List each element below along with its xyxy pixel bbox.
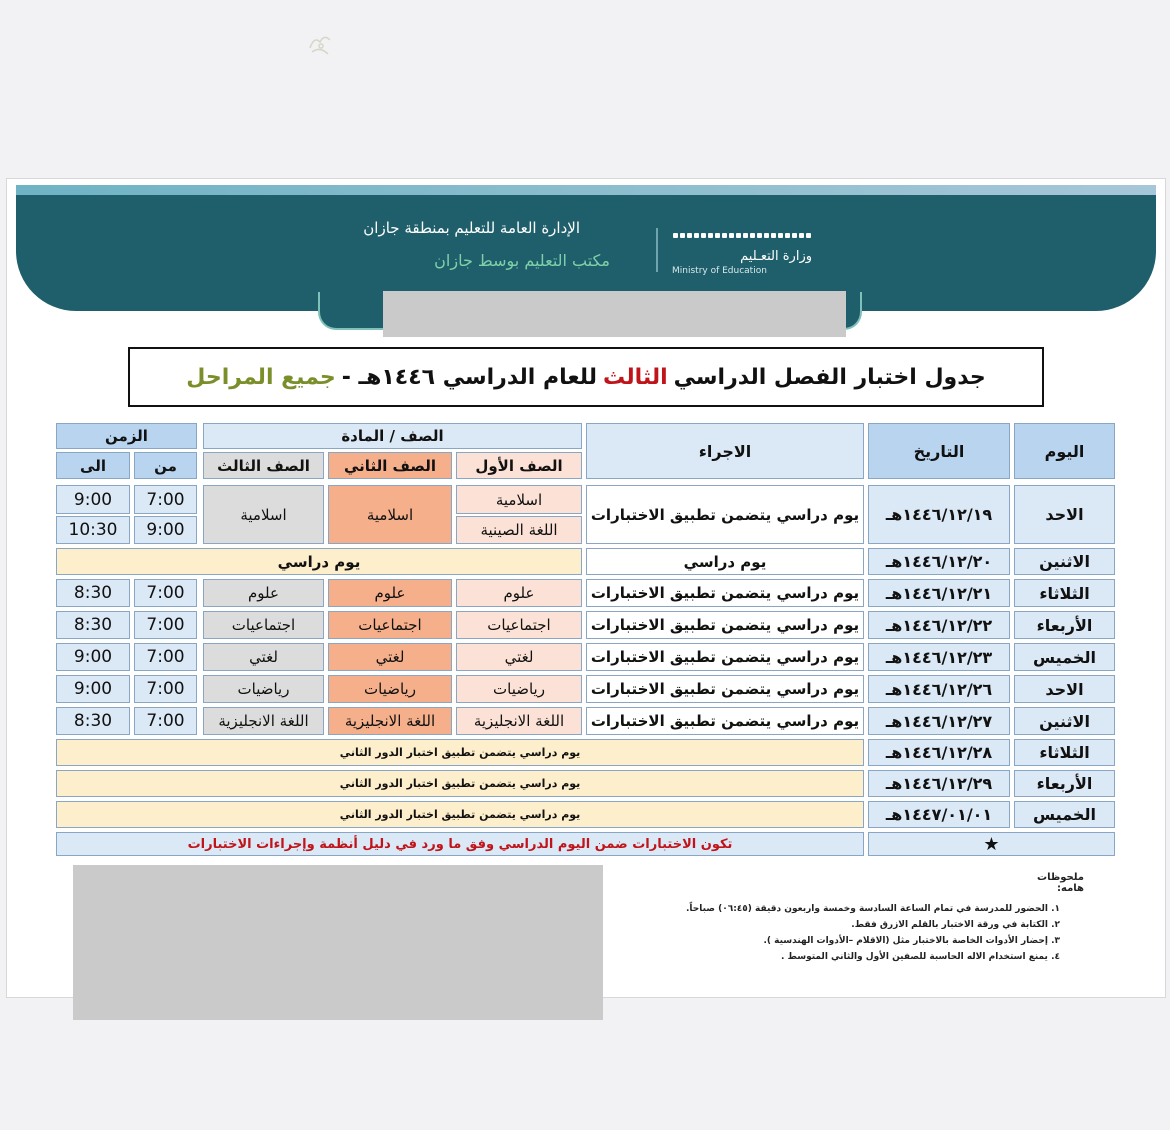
note-item: ٤. يمنع استخدام الاله الحاسبة للصفين الأول والثاني المتوسط .: [781, 952, 1060, 962]
ministry-logo-icon: [672, 224, 812, 246]
row-grade3: اجتماعيات: [203, 611, 324, 639]
row-day: الأربعاء: [1014, 611, 1115, 639]
row-grade3: علوم: [203, 579, 324, 607]
row-to: 8:30: [56, 611, 130, 639]
row2-date: ١٤٤٦/١٢/٢٠هـ: [868, 548, 1010, 575]
second-round-date: ١٤٤٦/١٢/٢٨هـ: [868, 739, 1010, 766]
header-to: الى: [56, 452, 130, 479]
header-procedure: الاجراء: [586, 423, 864, 479]
row-date: ١٤٤٦/١٢/٢٦هـ: [868, 675, 1010, 703]
second-round-text: يوم دراسي يتضمن تطبيق اختبار الدور الثاني: [56, 770, 864, 797]
row2-span: يوم دراسي: [56, 548, 582, 575]
note-item: ١. الحضور للمدرسة في تمام الساعة السادسة وخمسة واربعون دقيقة (٠٦:٤٥) صباحاً.: [685, 904, 1060, 914]
schedule-title-box: [128, 347, 1044, 407]
row1-day: الاحد: [1014, 485, 1115, 544]
header-from: من: [134, 452, 197, 479]
row2-procedure: يوم دراسي: [586, 548, 864, 575]
redacted-area-top: [383, 291, 846, 337]
header-grade2: الصف الثاني: [328, 452, 452, 479]
row-procedure: يوم دراسي يتضمن تطبيق الاختبارات: [586, 675, 864, 703]
row-grade2: اللغة الانجليزية: [328, 707, 452, 735]
row2-day: الاثنين: [1014, 548, 1115, 575]
ministry-name-ar: وزارة التعـليم: [740, 249, 812, 264]
schedule-title: [130, 349, 1042, 405]
admin-line: الإدارة العامة للتعليم بمنطقة جازان: [363, 219, 580, 237]
row-procedure: يوم دراسي يتضمن تطبيق الاختبارات: [586, 611, 864, 639]
note-item: ٢. الكتابة في ورقة الاختبار بالقلم الازرق فقط.: [851, 920, 1060, 930]
banner-divider: [656, 228, 658, 272]
second-round-date: ١٤٤٧/٠١/٠١هـ: [868, 801, 1010, 828]
row1-to-a: 9:00: [56, 485, 130, 514]
second-round-date: ١٤٤٦/١٢/٢٩هـ: [868, 770, 1010, 797]
row-day: الاثنين: [1014, 707, 1115, 735]
note-item: ٣. إحضار الأدوات الخاصة بالاختبار مثل (الاقلام –الأدوات الهندسية ).: [763, 936, 1060, 946]
row1-to-b: 10:30: [56, 516, 130, 544]
row-to: 8:30: [56, 579, 130, 607]
row-grade1: اللغة الانجليزية: [456, 707, 582, 735]
second-round-day: الأربعاء: [1014, 770, 1115, 797]
footer-note: تكون الاختبارات ضمن اليوم الدراسي وفق ما ورد في دليل أنظمة وإجراءات الاختبارات: [56, 832, 864, 856]
row1-grade2: اسلامية: [328, 485, 452, 544]
row-grade2: لغتي: [328, 643, 452, 671]
row-day: الخميس: [1014, 643, 1115, 671]
header-grade-subject: الصف / المادة: [203, 423, 582, 449]
row1-procedure: يوم دراسي يتضمن تطبيق الاختبارات: [586, 485, 864, 544]
row-procedure: يوم دراسي يتضمن تطبيق الاختبارات: [586, 707, 864, 735]
header-day: اليوم: [1014, 423, 1115, 479]
second-round-day: الخميس: [1014, 801, 1115, 828]
row1-grade3: اسلامية: [203, 485, 324, 544]
row-day: الاحد: [1014, 675, 1115, 703]
row-day: الثلاثاء: [1014, 579, 1115, 607]
redacted-area-bottom: [73, 865, 603, 1020]
row-grade3: رياضيات: [203, 675, 324, 703]
header-time: الزمن: [56, 423, 197, 449]
row-from: 7:00: [134, 643, 197, 671]
row-grade1: لغتي: [456, 643, 582, 671]
ministry-name-en: Ministry of Education: [672, 266, 767, 276]
row1-date: ١٤٤٦/١٢/١٩هـ: [868, 485, 1010, 544]
row1-from-a: 7:00: [134, 485, 197, 514]
row1-grade1-a: اسلامية: [456, 485, 582, 514]
second-round-text: يوم دراسي يتضمن تطبيق اختبار الدور الثاني: [56, 801, 864, 828]
office-line: مكتب التعليم بوسط جازان: [434, 251, 610, 270]
row-grade3: اللغة الانجليزية: [203, 707, 324, 735]
row-date: ١٤٤٦/١٢/٢٣هـ: [868, 643, 1010, 671]
row1-grade1-b: اللغة الصينية: [456, 516, 582, 544]
row-procedure: يوم دراسي يتضمن تطبيق الاختبارات: [586, 643, 864, 671]
row-grade3: لغتي: [203, 643, 324, 671]
row-from: 7:00: [134, 611, 197, 639]
row-date: ١٤٤٦/١٢/٢١هـ: [868, 579, 1010, 607]
row-date: ١٤٤٦/١٢/٢٢هـ: [868, 611, 1010, 639]
row-grade1: اجتماعيات: [456, 611, 582, 639]
header-grade1: الصف الأول: [456, 452, 582, 479]
row-from: 7:00: [134, 707, 197, 735]
row-from: 7:00: [134, 579, 197, 607]
row-grade1: رياضيات: [456, 675, 582, 703]
row-to: 9:00: [56, 675, 130, 703]
second-round-day: الثلاثاء: [1014, 739, 1115, 766]
row-grade2: علوم: [328, 579, 452, 607]
notes-title: ملحوظات هامه:: [1037, 872, 1084, 894]
title-term: الثالث: [603, 364, 668, 390]
row1-from-b: 9:00: [134, 516, 197, 544]
row-procedure: يوم دراسي يتضمن تطبيق الاختبارات: [586, 579, 864, 607]
row-to: 8:30: [56, 707, 130, 735]
header-grade3: الصف الثالث: [203, 452, 324, 479]
title-part1: جدول اختبار الفصل الدراسي: [673, 364, 986, 390]
row-from: 7:00: [134, 675, 197, 703]
banner-top-stripe: [16, 185, 1156, 195]
header-date: التاريخ: [868, 423, 1010, 479]
row-grade1: علوم: [456, 579, 582, 607]
footer-star-cell: [868, 832, 1115, 856]
star-icon: ★: [983, 833, 1000, 855]
title-stages: جميع المراحل: [186, 364, 336, 390]
row-grade2: اجتماعيات: [328, 611, 452, 639]
second-round-text: يوم دراسي يتضمن تطبيق اختبار الدور الثاني: [56, 739, 864, 766]
row-grade2: رياضيات: [328, 675, 452, 703]
row-to: 9:00: [56, 643, 130, 671]
title-part3: للعام الدراسي ١٤٤٦هـ -: [341, 364, 598, 390]
watermark-seal-icon: [304, 28, 336, 60]
row-date: ١٤٤٦/١٢/٢٧هـ: [868, 707, 1010, 735]
